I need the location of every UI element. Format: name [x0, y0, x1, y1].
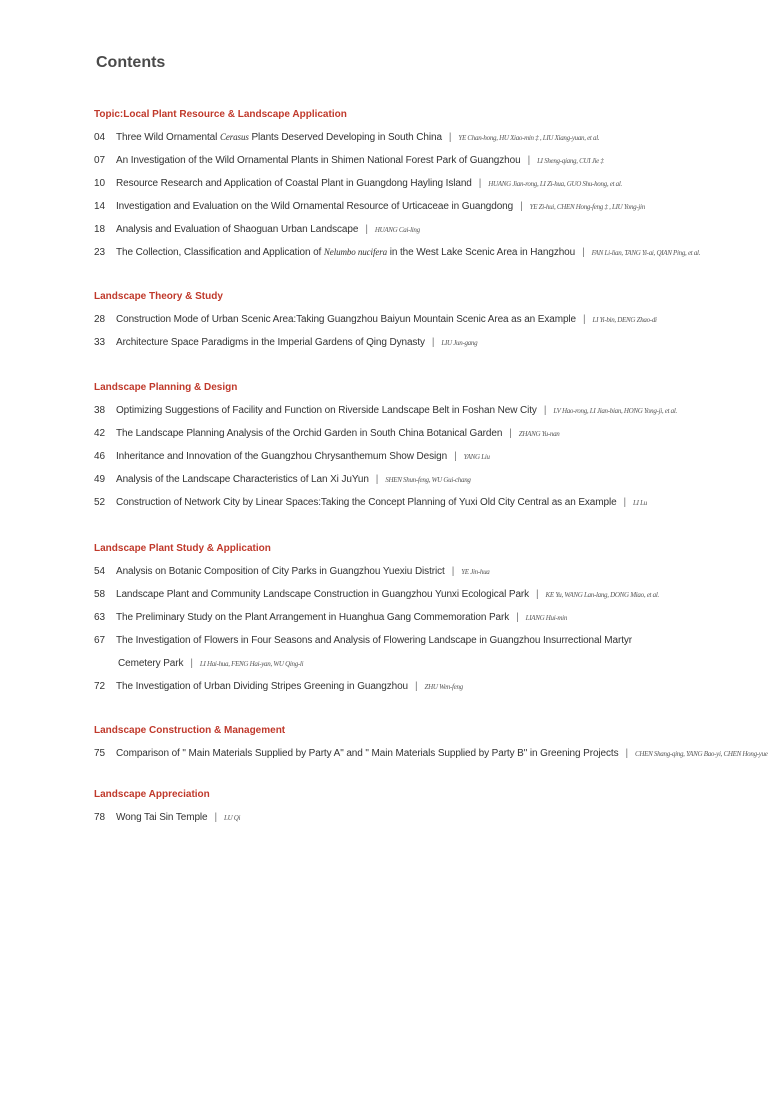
page-number: 10: [94, 178, 105, 189]
separator: |: [625, 748, 628, 759]
authors: CHEN Shang-qing, YANG Bao-yi, CHEN Hong-yue: [634, 750, 768, 758]
toc-entry[interactable]: [94, 449, 764, 472]
separator: |: [516, 612, 519, 623]
title-text: Optimizing Suggestions of Facility and Function on Riverside Landscape Belt in Foshan New City: [116, 405, 537, 416]
article-title: [116, 201, 513, 212]
authors: SHEN Shun-feng, WU Gui-chang: [385, 476, 471, 484]
toc-entry[interactable]: [94, 426, 764, 449]
article-title: [116, 497, 617, 508]
authors: LU Qi: [224, 814, 241, 822]
page-number: 72: [94, 681, 105, 692]
authors: LI Sheng-qiang, CUI Jie ‡: [537, 157, 604, 165]
title-text: Analysis on Botanic Composition of City Parks in Guangzhou Yuexiu District: [116, 566, 445, 577]
page-number: 46: [94, 451, 105, 462]
article-title: [116, 812, 208, 823]
toc-section: [94, 724, 768, 769]
title-text: Wong Tai Sin Temple: [116, 812, 208, 823]
page-number: 63: [94, 612, 105, 623]
separator: |: [582, 247, 585, 258]
page-number: 67: [94, 635, 105, 646]
section-heading: Landscape Planning & Design: [94, 382, 238, 393]
separator: |: [454, 451, 457, 462]
toc-section: [94, 542, 764, 702]
toc-entry[interactable]: [94, 610, 764, 633]
title-text: Construction of Network City by Linear Spaces:Taking the Concept Planning of Yuxi Old City Central as an Example: [116, 497, 617, 508]
article-title: [116, 132, 442, 143]
article-title: [116, 155, 521, 166]
separator: |: [583, 314, 586, 325]
authors: HUANG Jian-rong, LI Zi-hua, GUO Shu-hong, et al.: [488, 180, 622, 188]
toc-entry[interactable]: [94, 564, 764, 587]
article-title: [116, 405, 537, 416]
title-text: An Investigation of the Wild Ornamental Plants in Shimen National Forest Park of Guangzhou: [116, 155, 521, 166]
toc-entry[interactable]: [94, 656, 764, 679]
toc-section: [94, 381, 764, 518]
article-title: [116, 224, 358, 235]
toc-entry[interactable]: [94, 587, 764, 610]
title-text: The Investigation of Flowers in Four Seasons and Analysis of Flowering Landscape in Guangzhou Insurrectional Martyr: [116, 635, 633, 646]
title-text: The Collection, Classification and Application of: [116, 247, 324, 258]
toc-entry[interactable]: [94, 245, 764, 268]
toc-entry[interactable]: [94, 222, 764, 245]
page-number: 78: [94, 812, 105, 823]
authors: YE Chan-hong, HU Xiao-min ‡ , LIU Xiang-yuan, et al.: [458, 134, 600, 142]
page-number: 28: [94, 314, 105, 325]
toc-entry[interactable]: [94, 810, 764, 833]
separator: |: [190, 658, 193, 669]
separator: |: [520, 201, 523, 212]
toc-entry[interactable]: [94, 130, 764, 153]
species-name: Nelumbo nucifera: [323, 247, 388, 257]
authors: LI Lu: [633, 499, 647, 507]
article-title: [116, 635, 632, 646]
toc-entry[interactable]: [94, 679, 764, 702]
toc-entry[interactable]: [94, 199, 764, 222]
separator: |: [214, 812, 217, 823]
article-title: [116, 314, 576, 325]
title-text: Inheritance and Innovation of the Guangzhou Chrysanthemum Show Design: [116, 451, 448, 462]
page-title: Contents: [96, 54, 166, 71]
authors: ZHU Wen-feng: [424, 683, 463, 691]
page-number: 04: [94, 132, 105, 143]
article-title: [116, 337, 425, 348]
page-number: 18: [94, 224, 105, 235]
page-number: 23: [94, 247, 105, 258]
separator: |: [543, 405, 547, 416]
section-heading: Landscape Plant Study & Application: [94, 543, 271, 554]
separator: |: [448, 132, 452, 143]
section-heading: Landscape Theory & Study: [94, 291, 223, 302]
title-text: Investigation and Evaluation on the Wild Ornamental Resource of Urticaceae in Guangdong: [116, 201, 514, 212]
separator: |: [527, 155, 531, 166]
separator: |: [415, 681, 418, 692]
title-text: The Preliminary Study on the Plant Arrangement in Huanghua Gang Commemoration Park: [116, 612, 510, 623]
article-title: [118, 658, 183, 669]
page-number: 38: [94, 405, 105, 416]
authors: FAN Li-lian, TANG Yi-ai, QIAN Ping, et al.: [591, 249, 701, 257]
title-text: Cemetery Park: [118, 658, 184, 669]
page-number: 07: [94, 155, 105, 166]
separator: |: [478, 178, 482, 189]
separator: |: [509, 428, 512, 439]
authors: LV Hao-rong, LI Jian-bian, HONG Yong-ji, et al.: [553, 407, 677, 415]
authors: LI Hai-hua, FENG Hai-yan, WU Qing-li: [199, 660, 304, 668]
article-title: [116, 589, 529, 600]
toc-entry[interactable]: [94, 746, 768, 769]
title-text: Plants Deserved Developing in South China: [248, 132, 442, 143]
article-title: [116, 178, 472, 189]
authors: LIU Jun-gang: [441, 339, 478, 347]
article-title: [116, 247, 575, 258]
title-text: in the West Lake Scenic Area in Hangzhou: [387, 247, 576, 258]
separator: |: [431, 337, 435, 348]
section-heading: Landscape Construction & Management: [94, 725, 286, 736]
title-text: Landscape Plant and Community Landscape Construction in Guangzhou Yunxi Ecological Park: [116, 589, 530, 600]
species-name: Cerasus: [219, 132, 249, 142]
toc-entry[interactable]: [94, 312, 764, 335]
authors: YE Zi-hui, CHEN Hong-feng ‡ , LIU Yong-jin: [529, 203, 645, 211]
title-text: The Landscape Planning Analysis of the Orchid Garden in South China Botanical Garden: [116, 428, 503, 439]
page-number: 42: [94, 428, 105, 439]
authors: LI Yi-bin, DENG Zhao-di: [592, 316, 657, 324]
toc-entry[interactable]: [94, 472, 764, 495]
toc-entry[interactable]: [94, 403, 764, 426]
toc-entry[interactable]: [94, 176, 764, 199]
article-title: [116, 428, 502, 439]
page-number: 58: [94, 589, 105, 600]
toc-entry[interactable]: [94, 495, 764, 518]
separator: |: [623, 497, 627, 508]
article-title: [116, 681, 408, 692]
section-heading: Landscape Appreciation: [94, 789, 210, 800]
article-title: [116, 612, 509, 623]
page-number: 75: [94, 748, 105, 759]
separator: |: [536, 589, 539, 600]
toc-entry[interactable]: [94, 153, 764, 176]
article-title: [116, 566, 445, 577]
section-heading: Topic:Local Plant Resource & Landscape Application: [94, 109, 347, 120]
title-text: Construction Mode of Urban Scenic Area:Taking Guangzhou Baiyun Mountain Scenic Area as an Example: [116, 314, 577, 325]
toc-entry[interactable]: [94, 633, 764, 656]
article-title: [116, 474, 369, 485]
page-number: 14: [94, 201, 105, 212]
title-text: Analysis of the Landscape Characteristics of Lan Xi JuYun: [116, 474, 369, 485]
page-number: 52: [94, 497, 105, 508]
title-text: Resource Research and Application of Coastal Plant in Guangdong Hayling Island: [116, 178, 472, 189]
authors: KE Yu, WANG Lan-lang, DONG Miao, et al.: [545, 591, 659, 599]
title-text: Architecture Space Paradigms in the Imperial Gardens of Qing Dynasty: [116, 337, 425, 348]
separator: |: [365, 224, 368, 235]
title-text: Comparison of " Main Materials Supplied by Party A" and " Main Materials Supplied by Party B" in Greening Projects: [116, 748, 619, 759]
separator: |: [451, 566, 455, 577]
separator: |: [375, 474, 379, 485]
authors: HUANG Cai-ling: [374, 226, 420, 234]
page-number: 33: [94, 337, 105, 348]
authors: YANG Liu: [463, 453, 490, 461]
title-text: Three Wild Ornamental: [116, 132, 220, 143]
title-text: Analysis and Evaluation of Shaoguan Urban Landscape: [116, 224, 359, 235]
article-title: [116, 748, 618, 759]
title-text: The Investigation of Urban Dividing Stripes Greening in Guangzhou: [116, 681, 409, 692]
authors: YE Jin-hua: [461, 568, 490, 576]
authors: ZHANG Yu-nan: [518, 430, 560, 438]
toc-entry[interactable]: [94, 335, 764, 358]
page-number: 54: [94, 566, 105, 577]
authors: LIANG Hui-min: [525, 614, 568, 622]
toc-section: [94, 290, 764, 358]
page-number: 49: [94, 474, 105, 485]
article-title: [116, 451, 447, 462]
toc-section: [94, 108, 764, 268]
toc-section: [94, 788, 764, 833]
